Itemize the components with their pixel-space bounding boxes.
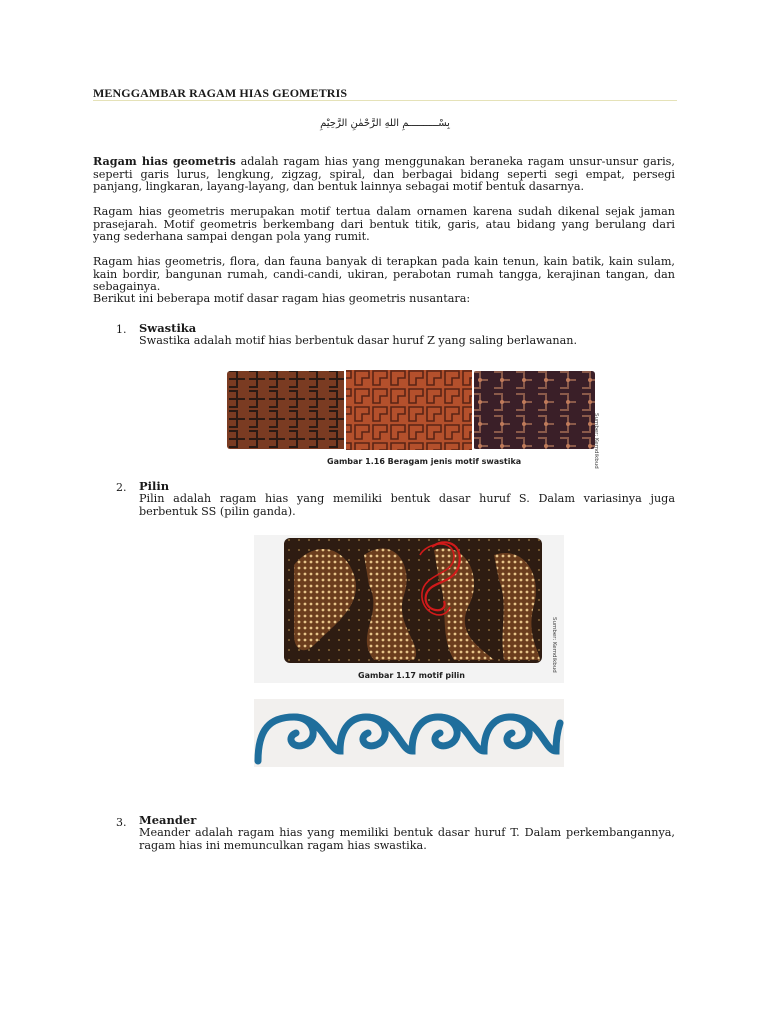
list-item-title: Meander bbox=[139, 813, 197, 827]
spiral-wave-image bbox=[254, 699, 564, 767]
page-title: MENGGAMBAR RAGAM HIAS GEOMETRIS bbox=[93, 86, 348, 100]
paragraph-4: Berikut ini beberapa motif dasar ragam hias geometris nusantara: bbox=[93, 292, 471, 305]
list-item-title: Pilin bbox=[139, 479, 170, 493]
swastika-credit: Sumber: Kemdikbud bbox=[593, 413, 599, 469]
list-item-description: Meander adalah ragam hias yang memiliki bentuk dasar huruf T. Dalam perkembangannya, ragam hias ini memunculkan ragam hias swastika. bbox=[139, 826, 675, 852]
list-item-title: Swastika bbox=[139, 321, 197, 335]
paragraph-1-text: adalah ragam hias yang menggunakan beraneka ragam unsur-unsur garis, seperti garis lurus, lengkung, zigzag, spiral, dan berbagai bidang seperti segi empat, persegi panjang, lingkaran, layang-layang, dan bentuk lainnya sebagai motif bentuk dasarnya. bbox=[93, 155, 675, 194]
paragraph-3: Ragam hias geometris, flora, dan fauna banyak di terapkan pada kain tenun, kain batik, kain sulam, kain bordir, bangunan rumah, candi-candi, ukiran, perabotan rumah tangga, kerajinan tangan, dan sebagainya. bbox=[93, 255, 675, 294]
list-item-description: Pilin adalah ragam hias yang memiliki bentuk dasar huruf S. Dalam variasinya juga berbentuk SS (pilin ganda). bbox=[139, 492, 675, 518]
list-item-description: Swastika adalah motif hias berbentuk dasar huruf Z yang saling berlawanan. bbox=[139, 334, 578, 347]
list-number: 2. bbox=[116, 481, 127, 494]
term-bold: Ragam hias geometris bbox=[93, 154, 236, 168]
swastika-caption: Gambar 1.16 Beragam jenis motif swastika bbox=[327, 457, 522, 466]
pilin-figure bbox=[254, 535, 564, 687]
pilin-credit: Sumber: Kemdikbud bbox=[551, 617, 557, 673]
pilin-caption: Gambar 1.17 motif pilin bbox=[358, 671, 465, 680]
pilin-motif-image bbox=[254, 535, 564, 683]
swastika-motif-image bbox=[227, 369, 600, 453]
title-divider bbox=[93, 100, 677, 101]
paragraph-2: Ragam hias geometris merupakan motif tertua dalam ornamen karena sudah dikenal sejak jaman prasejarah. Motif geometris berkembang dari bentuk titik, garis, atau bidang yang berulang dari yang sederhana sampai dengan pola yang rumit. bbox=[93, 205, 675, 244]
list-number: 3. bbox=[116, 816, 127, 829]
list-number: 1. bbox=[116, 323, 127, 336]
basmala-text: بِسْــــــــــمِ اللهِ الرَّحْمٰنِ الرَّحِيْمِ bbox=[320, 118, 450, 129]
spiral-wave-figure bbox=[254, 699, 564, 771]
paragraph-1 bbox=[93, 155, 675, 194]
